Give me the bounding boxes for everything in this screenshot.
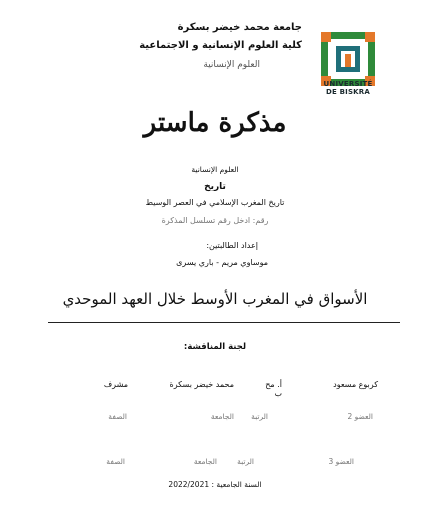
document-title: مذكرة ماستر — [143, 108, 287, 138]
field-label: العلوم الإنسانية — [191, 165, 239, 174]
committee-member-name: العضو 3 — [328, 457, 354, 466]
committee-member-institution: الجامعة — [193, 457, 217, 466]
serial-number: رقم: ادخل رقم تسلسل المذكرة — [161, 216, 269, 225]
specialty-label: تاريخ المغرب الإسلامي في العصر الوسيط — [145, 198, 285, 207]
title-divider — [48, 322, 400, 323]
committee-member-rank: أ. مح ب — [265, 380, 282, 398]
university-name: جامعة محمد خيضر بسكرة — [177, 22, 302, 33]
logo-text-line1: UNIVERSITÉ — [323, 80, 373, 88]
committee-member-institution: الجامعة — [210, 412, 234, 421]
committee-member-rank: الرتبة — [237, 457, 254, 466]
committee-member-institution: محمد خيضر بسكرة — [169, 380, 234, 389]
logo-text-line2: DE BISKRA — [325, 88, 371, 96]
thesis-title: الأسواق في المغرب الأوسط خلال العهد الموحدي — [62, 290, 368, 308]
committee-member-name: كربوع مسعود — [333, 380, 378, 389]
prepared-by-label: إعداد الطالبتين: — [206, 241, 258, 250]
academic-year: السنة الجامعية : 2022/2021 — [168, 480, 262, 489]
committee-member-role: مشرف — [103, 380, 128, 389]
committee-member-role: الصفة — [108, 412, 127, 421]
committee-member-name: العضو 2 — [347, 412, 373, 421]
department-name: العلوم الإنسانية — [203, 60, 260, 70]
committee-member-role: الصفة — [106, 457, 125, 466]
students-names: موساوي مريم - باري يسرى — [176, 258, 268, 267]
branch-label: تاريخ — [204, 182, 226, 192]
committee-label: لجنة المناقشة: — [183, 342, 247, 352]
committee-member-rank: الرتبة — [251, 412, 268, 421]
faculty-name: كلية العلوم الإنسانية و الاجتماعية — [139, 40, 302, 51]
